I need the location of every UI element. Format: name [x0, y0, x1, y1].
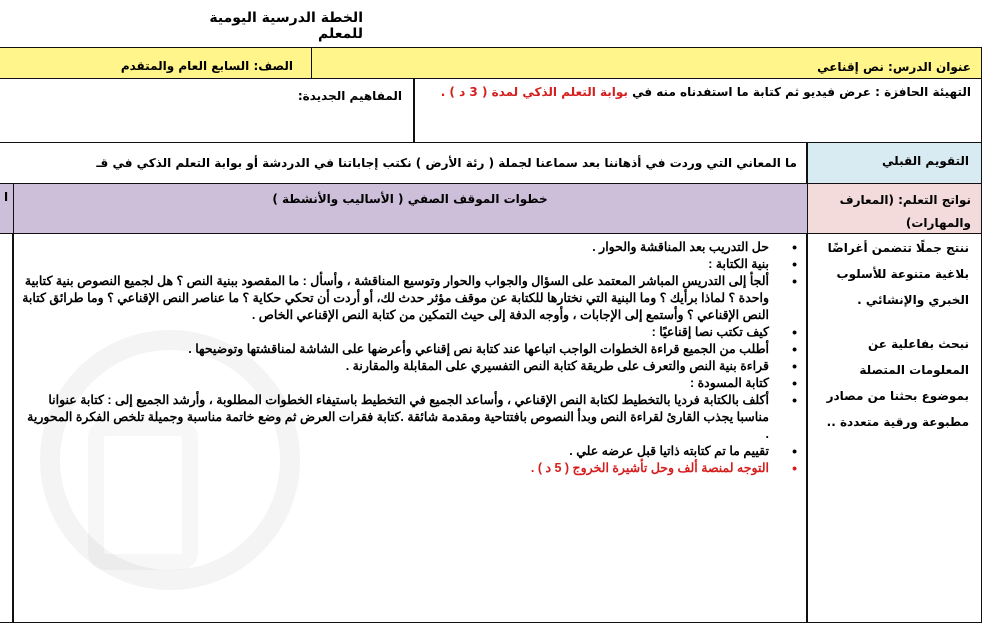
lesson-title-cell [310, 47, 982, 79]
new-concepts-label: المفاهيم الجديدة: [297, 89, 402, 103]
side-column-body [0, 233, 14, 623]
learning-outcomes-label-cell [806, 183, 982, 234]
activity-item: • بنية الكتابة : [21, 256, 807, 273]
learning-outcomes-cell [806, 233, 982, 623]
activity-item: • ألجأ إلى التدريس المباشر المعتمد على السؤال والجواب والحوار وتوسيع المناقشة ، وأسأل : ما المقصود ببنية النص ؟ هل لجميع النصوص بنية كتابية واحدة ؟ لماذا برأيك ؟ وما البنية التي نختارها للكتابة عن موقف مؤثر حدث لك، أو أردت أن تحكي حكاية ؟ ما عناصر النص الإقناعي ؟ وما طرائق كتابة النص الإقناعي ؟ وأستمع إلى الإجابات ، وأوجه الدفة إلى حيث التمكين من كتابة النص الإقناعي الخاص . [21, 273, 807, 324]
pre-assessment-label-cell [806, 142, 982, 184]
activities-cell [12, 233, 808, 623]
warmup-text: عرض فيديو ثم كتابة ما استفدناه منه في [627, 85, 876, 99]
warmup-cell [413, 78, 982, 143]
class-steps-header-cell [12, 183, 808, 234]
activity-item: • تقييم ما تم كتابته ذاتيا قبل عرضه علي . [21, 443, 807, 460]
grade-label: الصف: السابع العام والمتقدم [120, 59, 293, 73]
activity-item: • أكلف بالكتابة فرديا بالتخطيط لكتابة النص الإقناعي ، وأساعد الجميع في التخطيط باستيفاء الخطوات المطلوبة ، وأرشد الجميع إلى : كتابة عنوانا مناسبا يجذب القارئ لقراءة النص وبدأ النصوص بافتتاحية ومقدمة شائقة .كتابة فقرات العرض ثم وضع خاتمة مناسبة وجميلة تلخص الفكرة المحورية . [21, 392, 807, 443]
grade-cell [0, 47, 312, 79]
activity-item-exit-ticket: • التوجه لمنصة ألف وحل تأشيرة الخروج ( 5 د ) . [21, 460, 807, 477]
side-column-header: ا [0, 183, 14, 234]
warmup-highlight: بوابة التعلم الذكي لمدة ( 3 د ) . [440, 85, 628, 99]
outcome-item: نبحث بفاعلية عن المعلومات المتصلة بموضوع بحثنا من مصادر مطبوعة ورقية متعددة .. [826, 337, 969, 429]
pre-assessment-text: ما المعاني التي وردت في أذهاننا بعد سماعنا لجملة ( رئة الأرض ) نكتب إجاباتنا في الدردشة أو بوابة التعلم الذكي في قـ [96, 156, 797, 170]
pre-assessment-label: التقويم القبلي [882, 154, 969, 168]
class-steps-header: خطوات الموقف الصفي ( الأساليب والأنشطة ) [272, 192, 548, 206]
activities-list [21, 239, 807, 477]
activity-item: • حل التدريب بعد المناقشة والحوار . [21, 239, 807, 256]
pre-assessment-text-cell [0, 142, 808, 184]
activity-item: • قراءة بنية النص والتعرف على طريقة كتابة النص التفسيري على المقابلة والمقارنة . [21, 358, 807, 375]
activity-item: • كتابة المسودة : [21, 375, 807, 392]
lesson-title: عنوان الدرس: نص إقناعي [817, 60, 971, 74]
new-concepts-cell [0, 78, 415, 143]
learning-outcomes-label: نواتج التعلم: (المعارف والمهارات) [839, 193, 971, 230]
warmup-label: التهيئة الحافزة : [875, 85, 971, 99]
activity-item: • كيف تكتب نصا إقناعيًا : [21, 324, 807, 341]
page-title: الخطة الدرسية اليومية للمعلم [209, 10, 363, 42]
outcome-item: ننتج جملًا تتضمن أغراضًا بلاغية متنوعة للأسلوب الخبري والإنشائي . [827, 241, 969, 307]
activity-item: • أطلب من الجميع قراءة الخطوات الواجب اتباعها عند كتابة نص إقناعي وأعرضها على الشاشة لمناقشتها وتوضيحها . [21, 341, 807, 358]
